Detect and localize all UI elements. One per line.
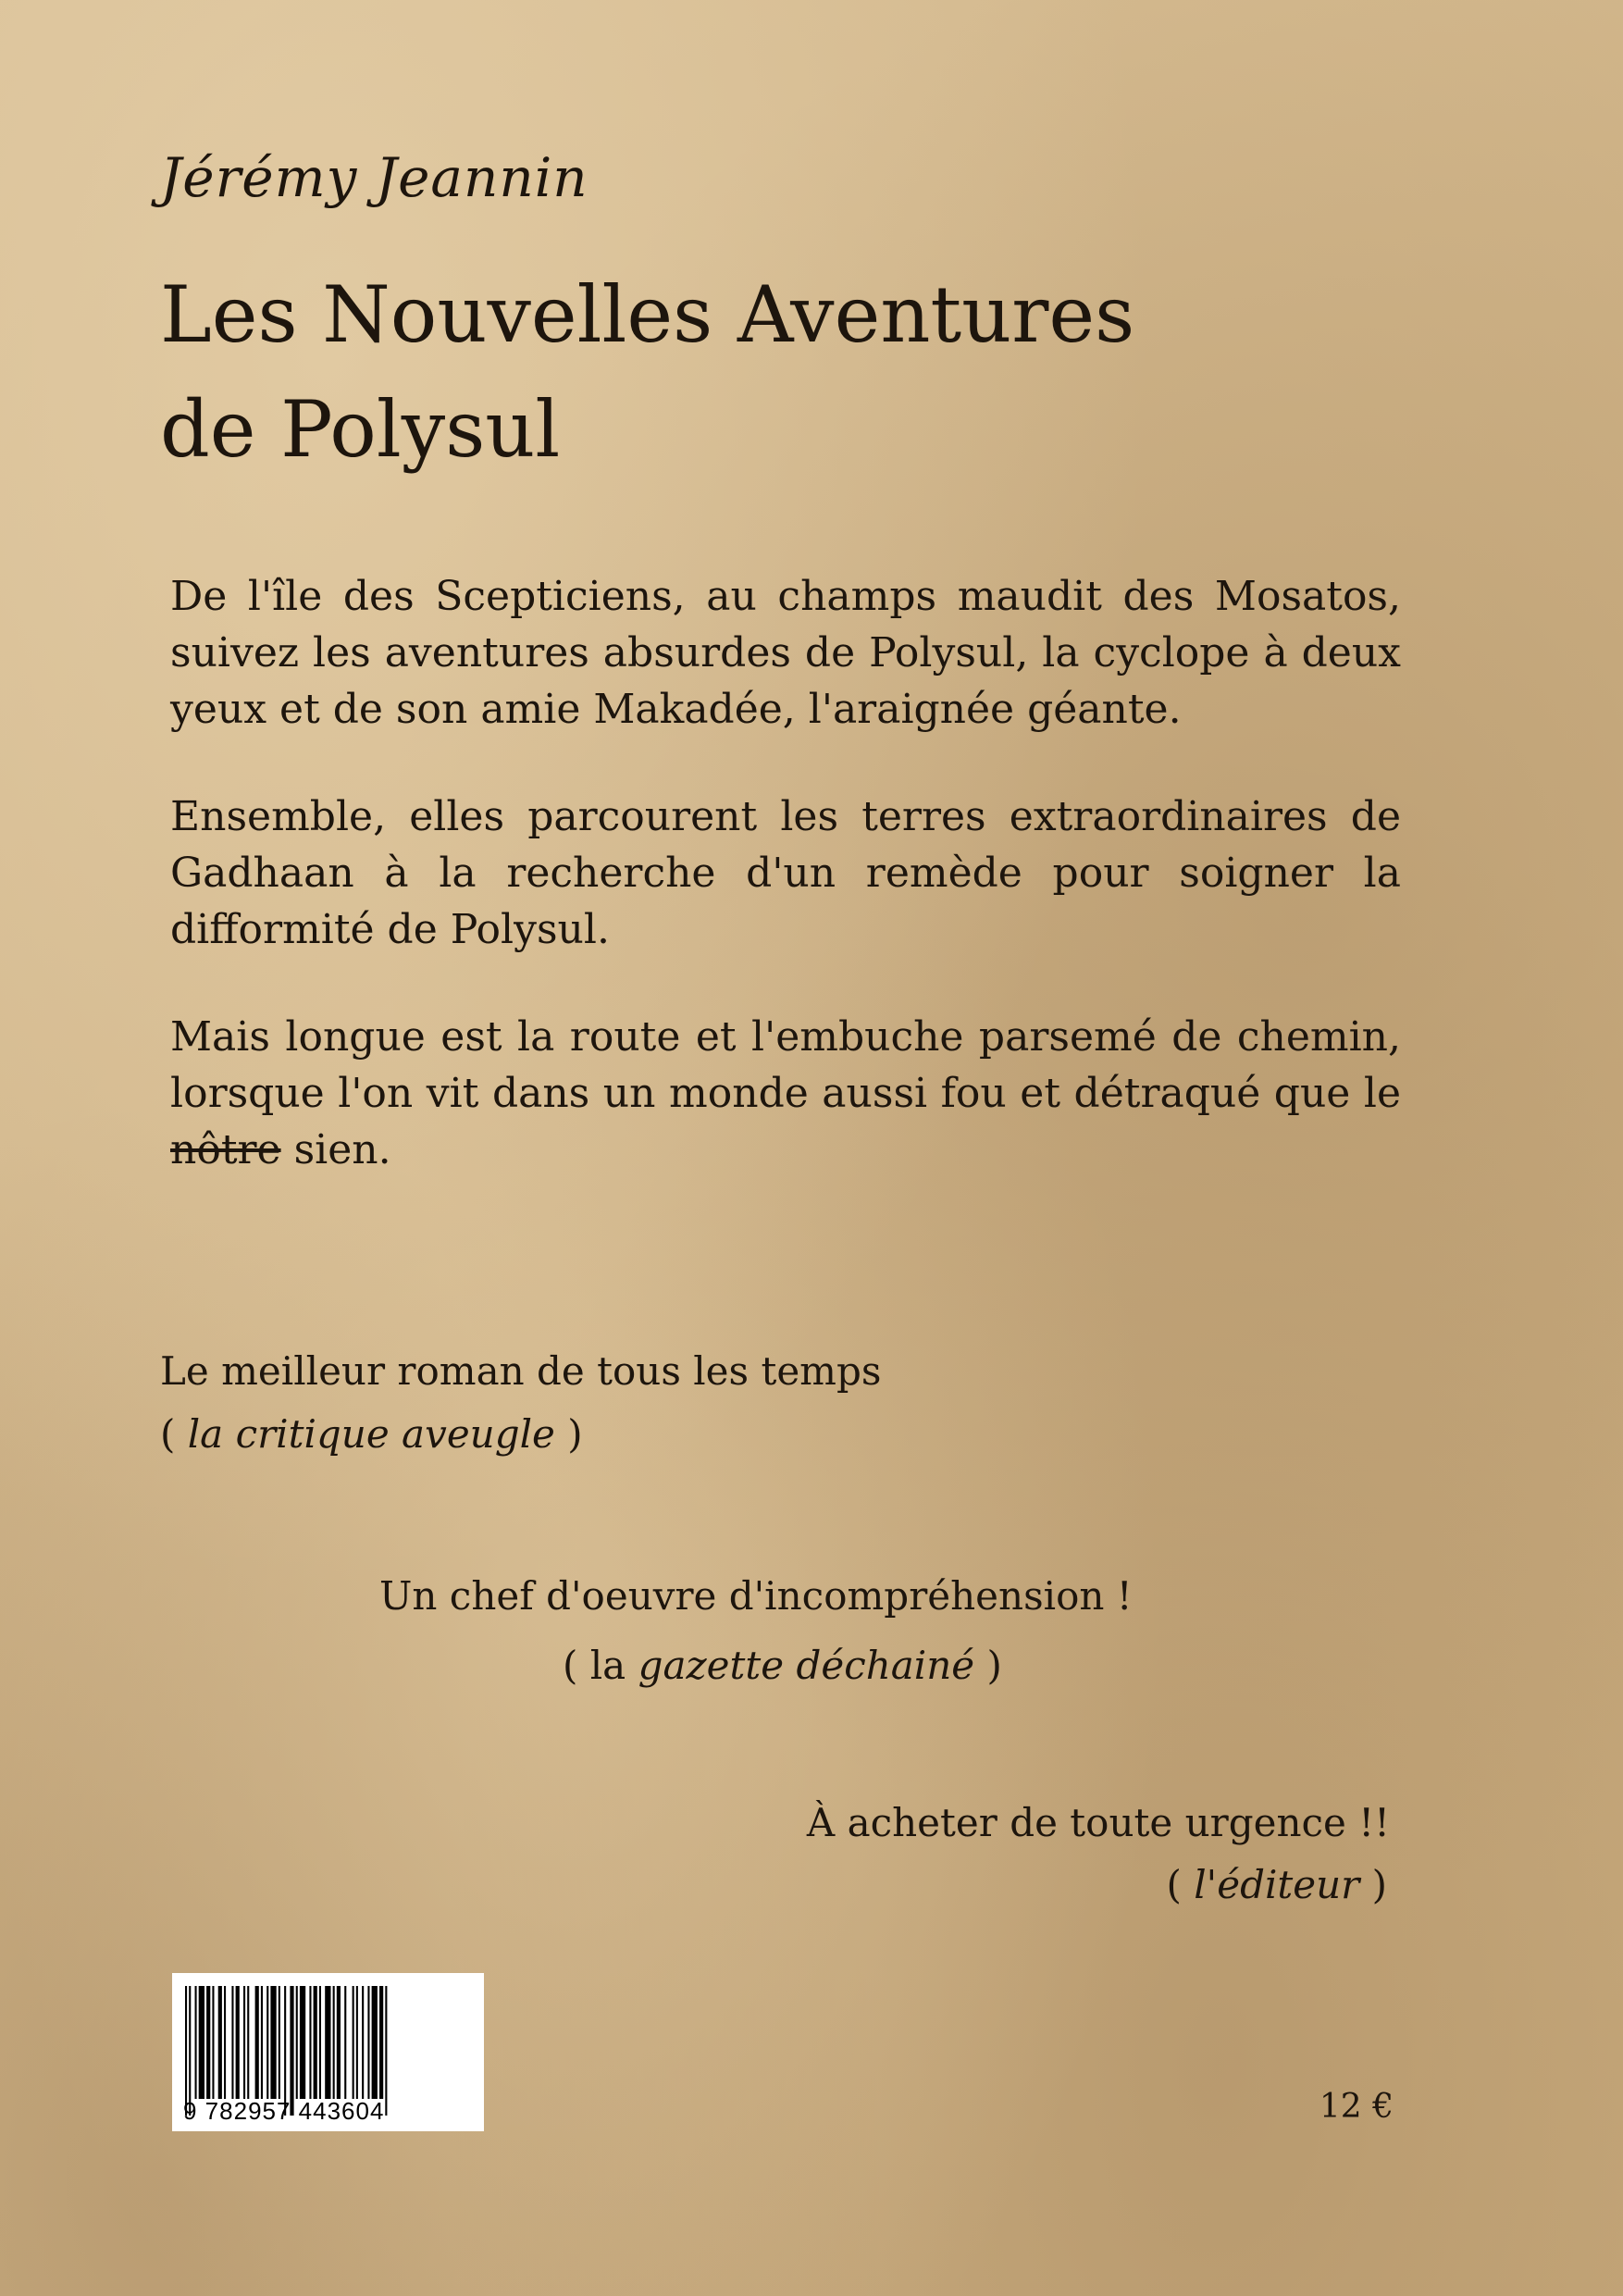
review-quote-3: À acheter de toute urgence !! [806,1800,1390,1845]
paragraph3-text-end: sien. [280,1126,391,1173]
barcode-bar [337,1986,341,2099]
review-source-1: ( la critique aveugle ) [160,1411,583,1457]
review-source-2: ( la gazette déchainé ) [563,1643,1002,1688]
barcode-bar [333,1986,335,2099]
barcode-bar [212,1986,214,2099]
blurb-paragraph-1: De l'île des Scepticiens, au champs maudit des Mosatos, suivez les aventures absurdes de Polysul, la cyclope à deux yeux et de son amie Makadée, l'araignée géante. [170,573,1401,733]
barcode-bar [266,1986,268,2099]
barcode-bar [224,1986,226,2099]
review-quote-2: Un chef d'oeuvre d'incompréhension ! [379,1573,1133,1619]
barcode-bar [353,1986,354,2099]
barcode-bar [325,1986,330,2099]
paragraph3-text: Mais longue est la route et l'embuche parsemé de chemin, lorsque l'on vit dans un monde aussi fou et détraqué que le [170,1013,1401,1117]
book-title-line2: de Polysul [160,384,561,475]
barcode-bar [367,1986,369,2099]
barcode-bar [379,1986,383,2099]
barcode-bar [314,1986,317,2099]
book-title-line1: Les Nouvelles Aventures [160,269,1135,360]
barcode-bar [296,1986,298,2099]
barcode-bar [290,1986,293,2116]
blurb-paragraph-2: Ensemble, elles parcourent les terres extraordinaires de Gadhaan à la recherche d'un remède pour soigner la difformité de Polysul. [170,793,1401,953]
barcode-bar [236,1986,240,2099]
barcode-bar [284,1986,286,2116]
author-name: Jérémy Jeannin [160,146,588,209]
barcode-bar [319,1986,321,2099]
barcode-bar [255,1986,259,2099]
book-title [160,257,1363,487]
barcode-bar [372,1986,378,2099]
review-source-3: ( l'éditeur ) [1166,1862,1387,1907]
review-source-2-prefix: la [589,1643,638,1688]
barcode-bar [300,1986,305,2099]
barcode-bar [356,1986,358,2099]
review-source-3-name: l'éditeur [1194,1862,1360,1907]
review-source-1-name: la critique aveugle [187,1411,555,1457]
struck-word: nôtre [170,1126,281,1173]
barcode-bar [344,1986,346,2099]
review-quote-1: Le meilleur roman de tous les temps [160,1348,882,1394]
barcode-bar [195,1986,197,2099]
barcode-bar [243,1986,245,2099]
barcode-bar [279,1986,280,2099]
barcode-bar [189,1986,191,2116]
barcode-bar [362,1986,364,2099]
barcode-bar [206,1986,210,2099]
barcode-bar [199,1986,204,2099]
review-source-2-name: gazette déchainé [638,1643,975,1688]
barcode-bar [185,1986,187,2116]
barcode-bar [231,1986,233,2099]
barcode-bar [247,1986,249,2099]
barcode-bar [270,1986,276,2099]
price-label: 12 € [1319,2088,1394,2126]
barcode-bar [385,1986,387,2116]
barcode-bar [218,1986,222,2099]
barcode-bar [261,1986,263,2099]
blurb-paragraph-3 [170,1009,1401,1178]
barcode-bar [309,1986,311,2099]
isbn-digits: 9 782957 443604 [183,2097,385,2125]
